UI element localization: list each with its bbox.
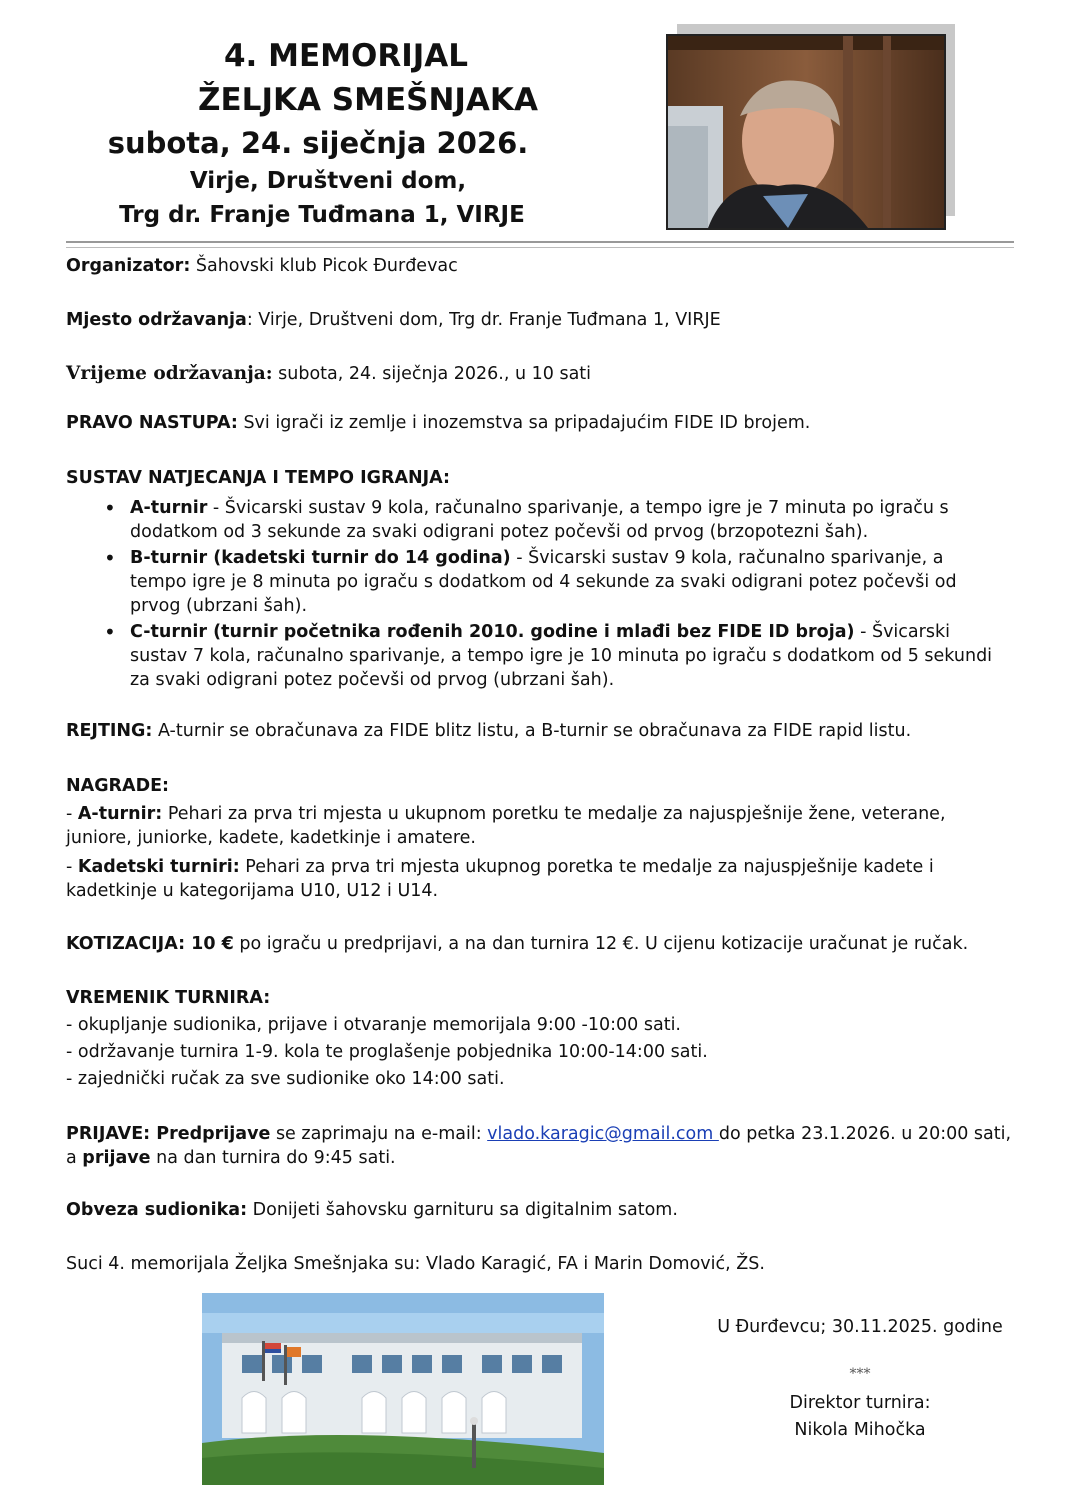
vrijeme-line xyxy=(66,362,1016,386)
pravo-label: PRAVO NASTUPA: xyxy=(66,413,238,433)
mjesto-label: Mjesto održavanja xyxy=(66,310,247,330)
title-line-1: 4. MEMORIJAL xyxy=(223,38,469,74)
kotizacija-line xyxy=(66,932,1016,956)
vremenik-heading: VREMENIK TURNIRA: xyxy=(66,988,271,1008)
vremenik-item: - okupljanje sudionika, prijave i otvaranje memorijala 9:00 -10:00 sati. xyxy=(66,1015,681,1035)
nagrade-kadetski: - Kadetski turniri: Pehari za prva tri mjesta ukupnog poretka te medalje za najuspješnije kadete i kadetkinje u kategorijama U10, U12 i U14. xyxy=(66,857,934,901)
place-date: U Đurđevcu; 30.11.2025. godine xyxy=(717,1317,1003,1337)
portrait-photo xyxy=(666,34,946,230)
date-line: subota, 24. siječnja 2026. xyxy=(107,126,529,160)
list-item: • B-turnir (kadetski turnir do 14 godina) - Švicarski sustav 9 kola, računalno sparivanje, a tempo igre je 8 minuta po igraču s dodatkom od 4 sekunde za svaki odigrani potez počevši od prvog (ubrzani šah). xyxy=(96,546,996,618)
obveza-value: Donijeti šahovsku garnituru sa digitalnim satom. xyxy=(247,1200,678,1220)
kotizacija-label: KOTIZACIJA: 10 € xyxy=(66,934,234,954)
list-item: • C-turnir (turnir početnika rođenih 2010. godine i mlađi bez FIDE ID broja) - Švicarski sustav 7 kola, računalno sparivanje, a tempo igre je 10 minuta po igraču s dodatkom od 5 sekundi za svaki odigrani potez počevši od prvog (ubrzani šah). xyxy=(96,620,996,692)
pravo-line xyxy=(66,411,1016,435)
director-title: Direktor turnira: xyxy=(789,1393,931,1413)
vrijeme-label: Vrijeme održavanja: xyxy=(66,363,273,384)
list-item: • A-turnir - Švicarski sustav 9 kola, računalno sparivanje, a tempo igre je 7 minuta po igraču s dodatkom od 3 sekunde za svaki odigrani potez počevši od prvog (brzopotezni šah). xyxy=(96,496,996,544)
building-photo xyxy=(202,1293,604,1485)
obveza-line xyxy=(66,1198,1016,1222)
header-rule-thin xyxy=(66,247,1014,248)
mjesto-value: : Virje, Društveni dom, Trg dr. Franje Tuđmana 1, VIRJE xyxy=(246,310,721,330)
vrijeme-value: subota, 24. siječnja 2026., u 10 sati xyxy=(272,364,592,384)
nagrade-heading: NAGRADE: xyxy=(66,776,170,796)
nagrade-a: - A-turnir: Pehari za prva tri mjesta u ukupnom poretku te medalje za najuspješnije žene, veterane, juniore, juniorke, kadete, kadetkinje i amatere. xyxy=(66,804,946,848)
kotizacija-value: po igraču u predprijavi, a na dan turnira 12 €. U cijenu kotizacije uračunat je ručak. xyxy=(233,934,969,954)
email-link[interactable]: vlado.karagic@gmail.com xyxy=(487,1124,719,1144)
director-name: Nikola Mihočka xyxy=(794,1420,926,1440)
sustav-list xyxy=(96,496,996,694)
rejting-line xyxy=(66,719,1016,743)
title-line-2: ŽELJKA SMEŠNJAKA xyxy=(198,82,538,118)
organizator-label: Organizator: xyxy=(66,256,191,276)
organizator-line xyxy=(66,254,1016,278)
obveza-label: Obveza sudionika: xyxy=(66,1200,248,1220)
rejting-value: A-turnir se obračunava za FIDE blitz listu, a B-turnir se obračunava za FIDE rapid listu. xyxy=(152,721,912,741)
address-line: Trg dr. Franje Tuđmana 1, VIRJE xyxy=(119,202,525,228)
separator-stars: *** xyxy=(849,1366,871,1382)
organizator-value: Šahovski klub Picok Đurđevac xyxy=(190,256,458,276)
prijave-paragraph: PRIJAVE: Predprijave se zaprimaju na e-mail: vlado.karagic@gmail.com do petka 23.1.2026. u 20:00 sati, a prijave na dan turnira do 9:45 sati. xyxy=(66,1124,1012,1168)
pravo-value: Svi igrači iz zemlje i inozemstva sa pripadajućim FIDE ID brojem. xyxy=(237,413,811,433)
rejting-label: REJTING: xyxy=(66,721,153,741)
vremenik-item: - održavanje turnira 1-9. kola te proglašenje pobjednika 10:00-14:00 sati. xyxy=(66,1042,708,1062)
venue-line: Virje, Društveni dom, xyxy=(189,168,467,194)
header-rule xyxy=(66,241,1014,243)
sustav-heading: SUSTAV NATJECANJA I TEMPO IGRANJA: xyxy=(66,468,451,488)
suci-line: Suci 4. memorijala Željka Smešnjaka su: Vlado Karagić, FA i Marin Domović, ŽS. xyxy=(66,1254,765,1274)
mjesto-line xyxy=(66,308,1016,332)
vremenik-item: - zajednički ručak za sve sudionike oko 14:00 sati. xyxy=(66,1069,505,1089)
